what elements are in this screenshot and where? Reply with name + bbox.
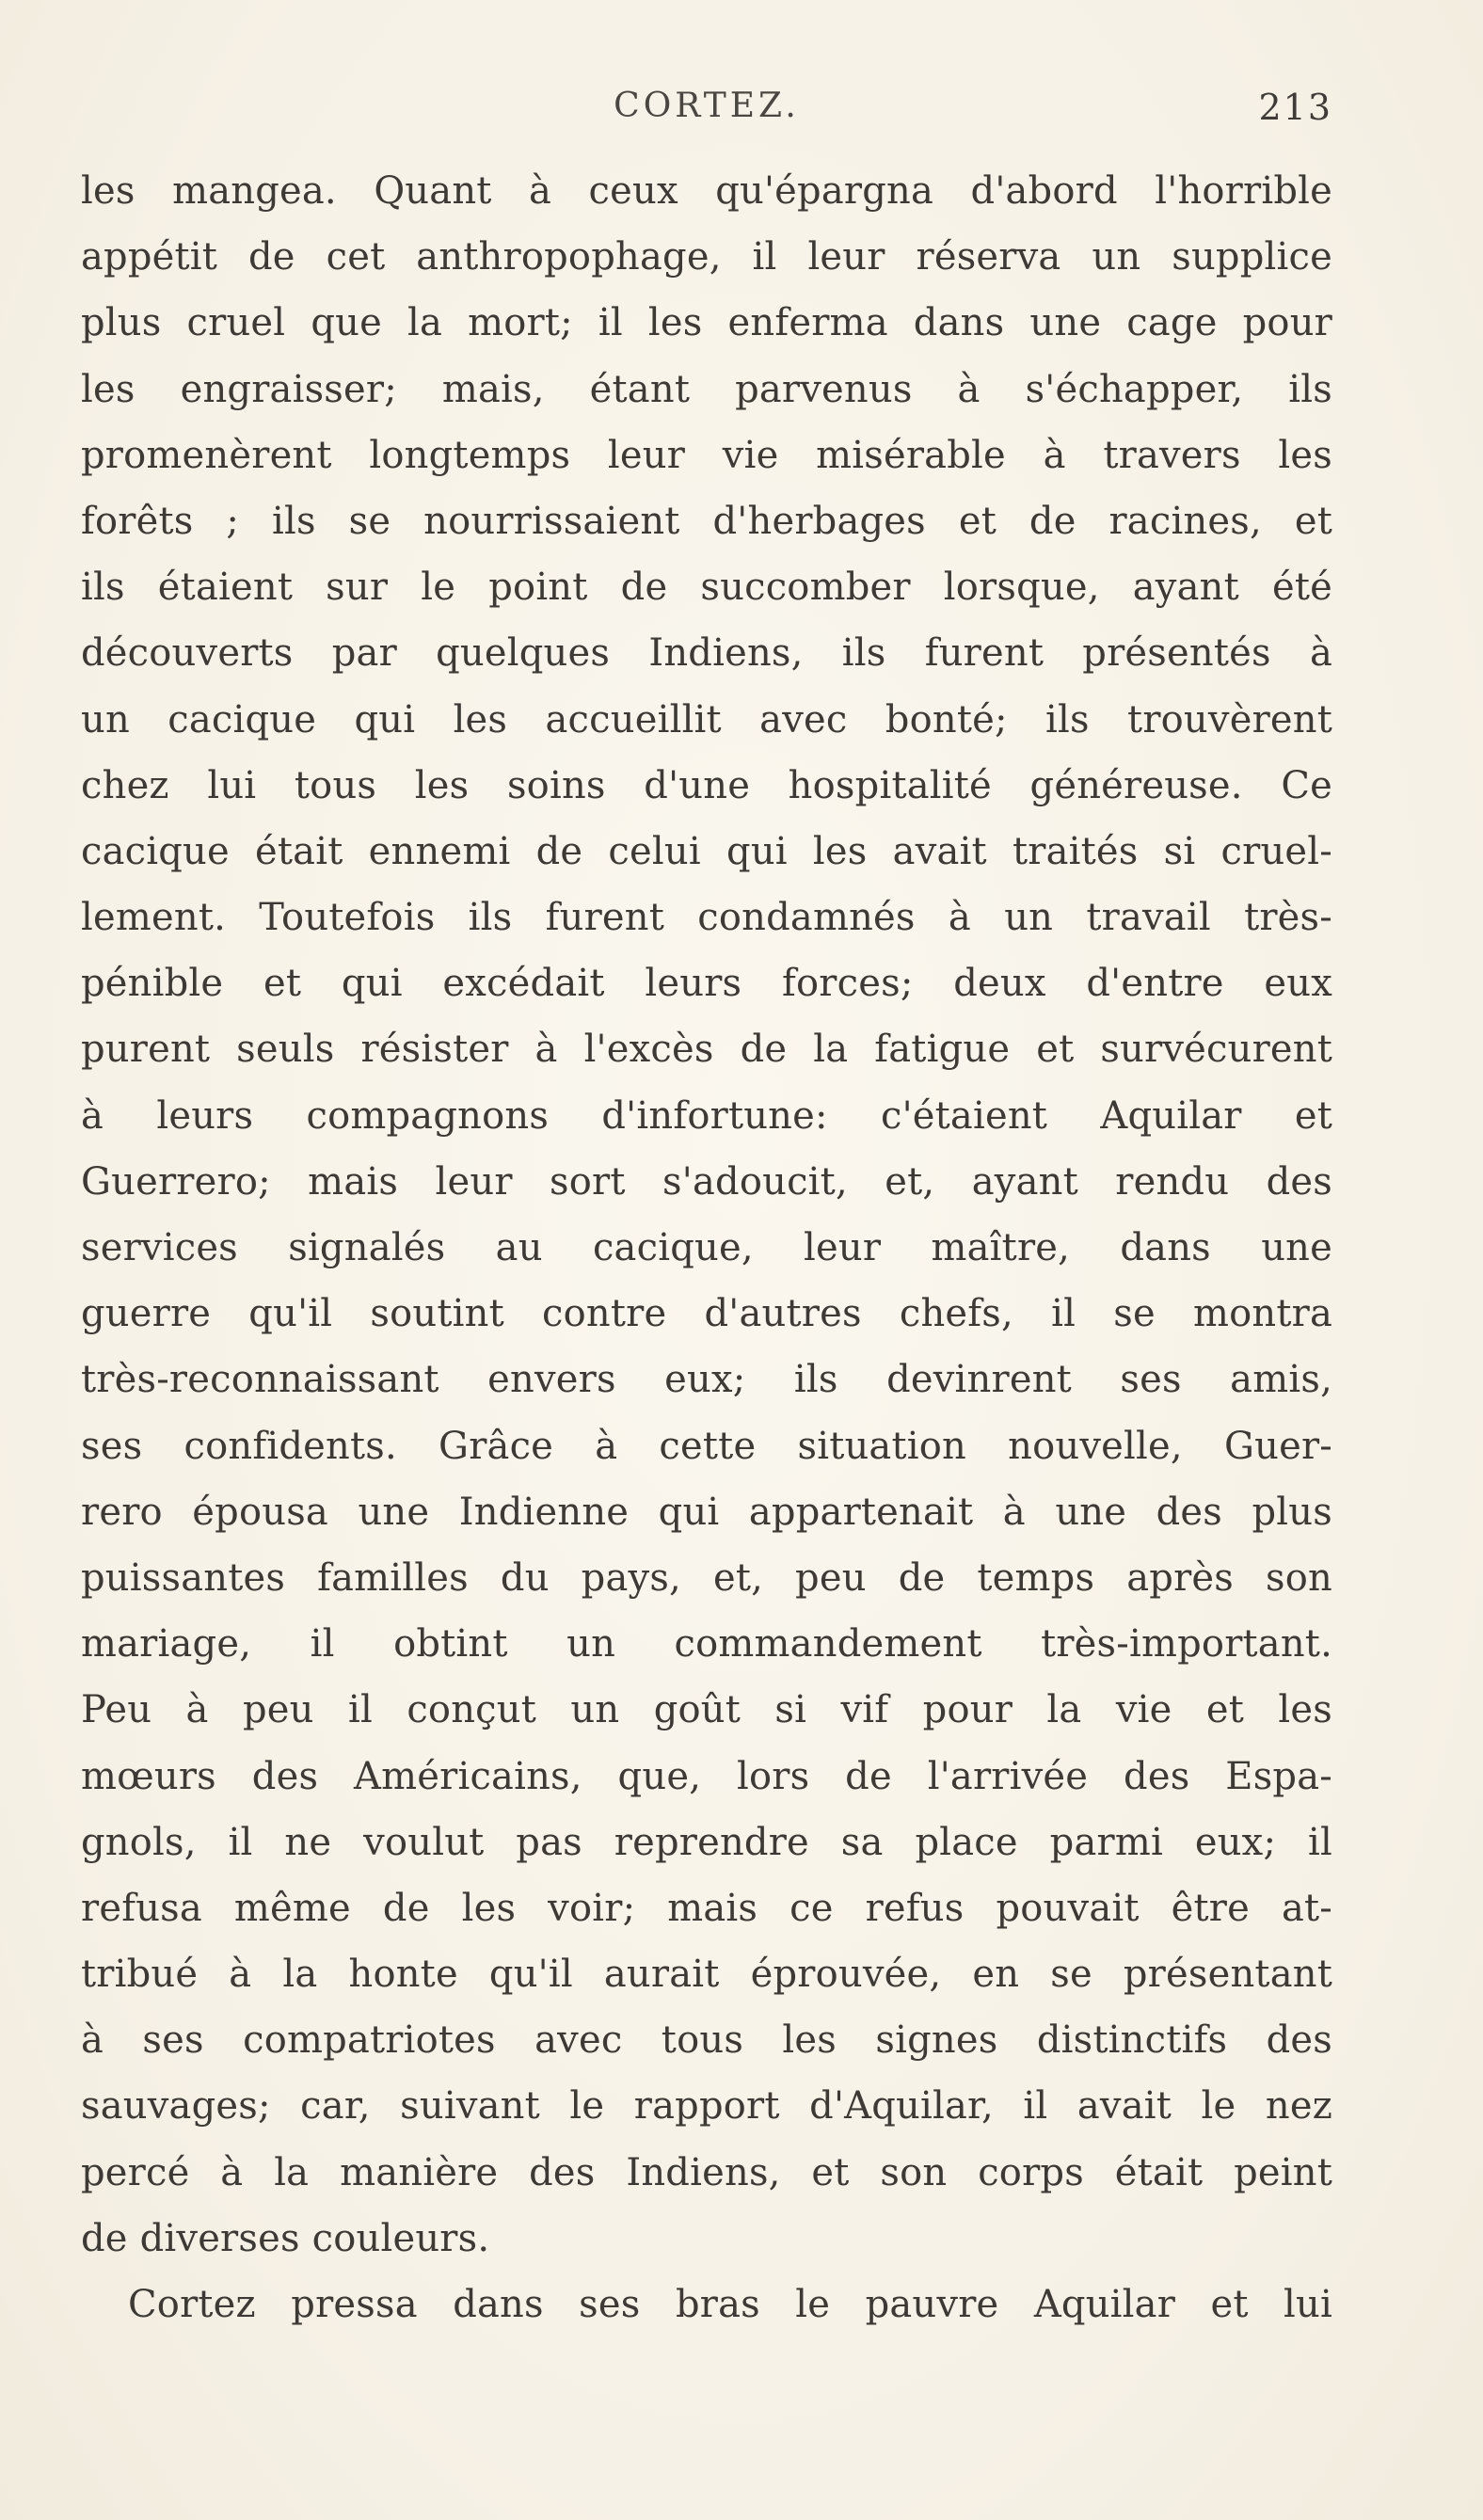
body-text (81, 158, 1332, 2337)
text-line: découverts par quelques Indiens, ils furent présentés à (81, 631, 1332, 676)
text-line: de diverses couleurs. (81, 2216, 490, 2260)
text-line: mœurs des Américains, que, lors de l'arrivée des Espa- (81, 1754, 1332, 1798)
text-line: tribué à la honte qu'il aurait éprouvée, en se présentant (81, 1953, 1332, 1997)
text-line: Cortez pressa dans ses bras le pauvre Aquilar et lui (128, 2283, 1332, 2326)
text-line: un cacique qui les accueillit avec bonté; ils trouvèrent (81, 697, 1332, 742)
text-line: puissantes familles du pays, et, peu de temps après son (81, 1555, 1332, 1600)
text-line: promenèrent longtemps leur vie misérable à travers les (81, 433, 1332, 477)
page-number: 213 (1258, 87, 1332, 128)
text-line: plus cruel que la mort; il les enferma dans une cage pour (81, 301, 1332, 345)
text-line: sauvages; car, suivant le rapport d'Aquilar, il avait le nez (81, 2084, 1332, 2129)
text-line: purent seuls résister à l'excès de la fatigue et survécurent (81, 1028, 1332, 1072)
text-line: très-reconnaissant envers eux; ils devinrent ses amis, (81, 1358, 1332, 1402)
text-line: pénible et qui excédait leurs forces; deux d'entre eux (81, 962, 1332, 1006)
text-line: mariage, il obtint un commandement très-important. (81, 1622, 1332, 1667)
running-head (81, 87, 1332, 143)
text-line: à ses compatriotes avec tous les signes distinctifs des (81, 2018, 1332, 2063)
text-line: Peu à peu il conçut un goût si vif pour la vie et les (81, 1688, 1332, 1732)
running-title: CORTEZ. (614, 87, 800, 125)
text-line: refusa même de les voir; mais ce refus pouvait être at- (81, 1886, 1332, 1930)
text-line: les engraisser; mais, étant parvenus à s'échapper, ils (81, 367, 1332, 411)
text-line: à leurs compagnons d'infortune: c'étaient Aquilar et (81, 1093, 1332, 1138)
text-line: forêts ; ils se nourrissaient d'herbages et de racines, et (81, 499, 1332, 543)
text-line: appétit de cet anthropophage, il leur réserva un supplice (81, 235, 1332, 279)
text-line: Guerrero; mais leur sort s'adoucit, et, ayant rendu des (81, 1159, 1332, 1204)
text-line: gnols, il ne voulut pas reprendre sa place parmi eux; il (81, 1820, 1332, 1864)
text-line: rero épousa une Indienne qui appartenait à une des plus (81, 1490, 1332, 1534)
text-line: chez lui tous les soins d'une hospitalité généreuse. Ce (81, 763, 1332, 807)
text-line: ils étaient sur le point de succomber lorsque, ayant été (81, 566, 1332, 610)
text-line: ses confidents. Grâce à cette situation nouvelle, Guer- (81, 1424, 1332, 1468)
text-line: les mangea. Quant à ceux qu'épargna d'abord l'horrible (81, 169, 1332, 213)
text-line: services signalés au cacique, leur maître, dans une (81, 1226, 1332, 1269)
text-line: lement. Toutefois ils furent condamnés à un travail très- (81, 896, 1332, 940)
text-line: percé à la manière des Indiens, et son corps était peint (81, 2150, 1332, 2194)
text-line: cacique était ennemi de celui qui les avait traités si cruel- (81, 829, 1332, 873)
text-line: guerre qu'il soutint contre d'autres chefs, il se montra (81, 1292, 1332, 1336)
